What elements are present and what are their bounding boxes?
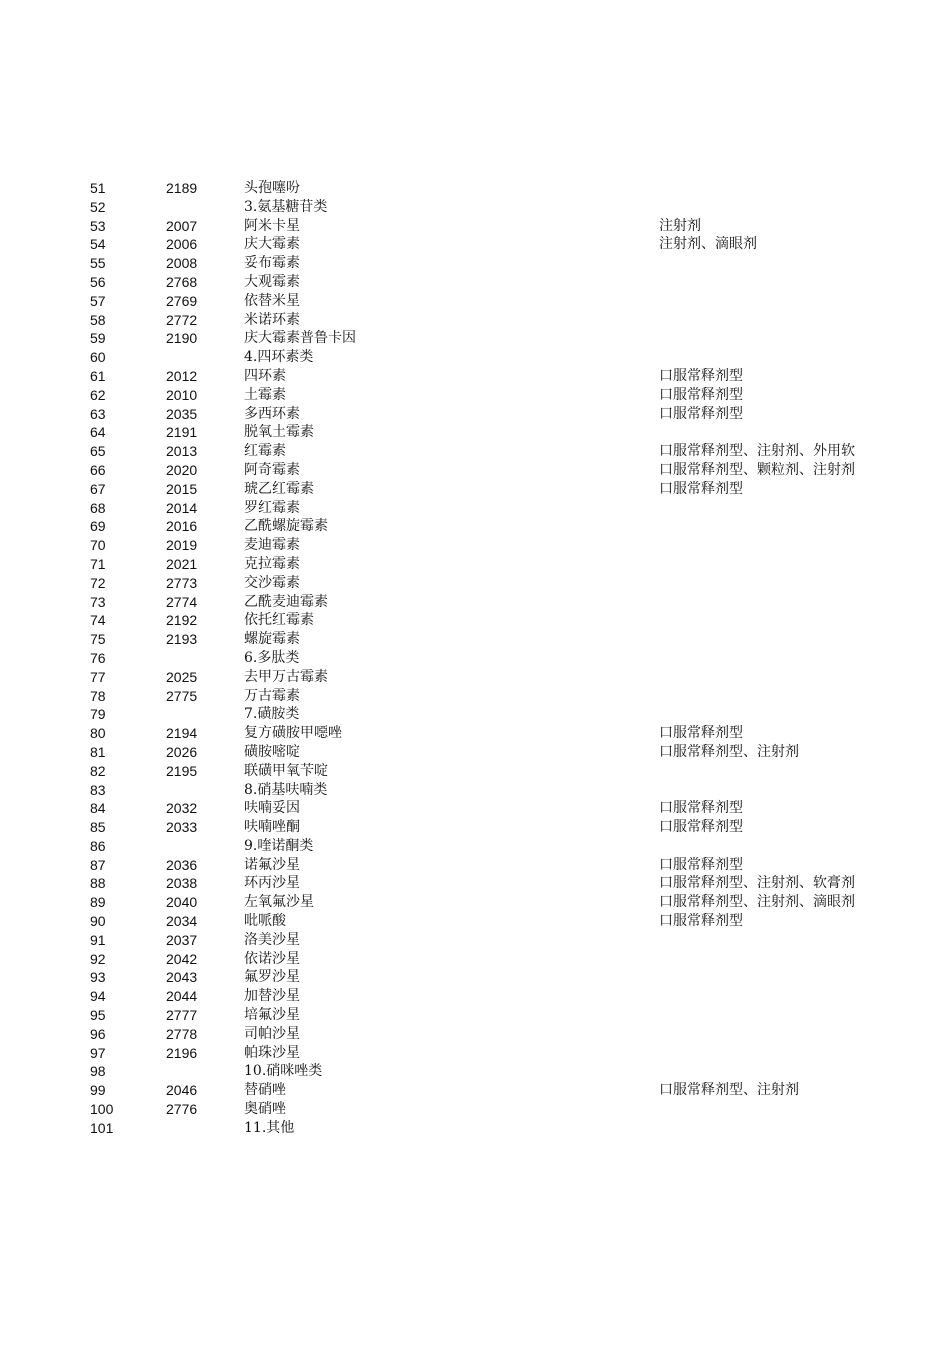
row-number: 70	[90, 537, 106, 554]
dosage-form: 口服常释剂型	[659, 386, 743, 403]
drug-code: 2043	[166, 969, 198, 986]
drug-name: 依托红霉素	[244, 612, 314, 629]
drug-code: 2025	[166, 668, 198, 685]
table-row	[90, 311, 930, 330]
drug-name: 乙酰螺旋霉素	[244, 518, 328, 535]
table-row	[90, 931, 930, 950]
table-row	[90, 480, 930, 499]
table-row	[90, 649, 930, 668]
drug-code: 2040	[166, 894, 198, 911]
table-row	[90, 837, 930, 856]
drug-code: 2019	[166, 537, 198, 554]
drug-code: 2020	[166, 461, 198, 478]
drug-name: 妥布霉素	[244, 255, 300, 272]
drug-name: 四环素	[244, 367, 286, 384]
table-row	[90, 235, 930, 254]
row-number: 74	[90, 612, 106, 629]
row-number: 75	[90, 631, 106, 648]
dosage-form: 口服常释剂型	[659, 913, 743, 930]
drug-name: 庆大霉素普鲁卡因	[244, 330, 356, 347]
row-number: 100	[90, 1101, 114, 1118]
row-number: 80	[90, 725, 106, 742]
drug-name: 麦迪霉素	[244, 537, 300, 554]
table-row	[90, 705, 930, 724]
table-row	[90, 536, 930, 555]
drug-code: 2769	[166, 292, 198, 309]
row-number: 59	[90, 330, 106, 347]
drug-code: 2044	[166, 988, 198, 1005]
row-number: 67	[90, 480, 106, 497]
table-row	[90, 555, 930, 574]
drug-name: 10.硝咪唑类	[244, 1063, 323, 1080]
drug-code: 2192	[166, 612, 198, 629]
table-row	[90, 611, 930, 630]
row-number: 76	[90, 649, 106, 666]
table-row	[90, 517, 930, 536]
drug-code: 2194	[166, 725, 198, 742]
row-number: 78	[90, 687, 106, 704]
drug-name: 交沙霉素	[244, 574, 300, 591]
drug-code: 2033	[166, 819, 198, 836]
drug-name: 诺氟沙星	[244, 856, 300, 873]
table-row	[90, 329, 930, 348]
table-row	[90, 743, 930, 762]
table-row	[90, 574, 930, 593]
table-row	[90, 856, 930, 875]
drug-code: 2032	[166, 800, 198, 817]
table-row	[90, 893, 930, 912]
dosage-form: 注射剂	[659, 217, 701, 234]
row-number: 64	[90, 424, 106, 441]
drug-name: 呋喃唑酮	[244, 819, 300, 836]
dosage-form: 口服常释剂型	[659, 367, 743, 384]
drug-name: 克拉霉素	[244, 555, 300, 572]
row-number: 65	[90, 443, 106, 460]
row-number: 86	[90, 837, 106, 854]
drug-code: 2016	[166, 518, 198, 535]
dosage-form: 口服常释剂型、注射剂	[659, 1082, 799, 1099]
drug-code: 2034	[166, 913, 198, 930]
drug-name: 螺旋霉素	[244, 631, 300, 648]
table-row	[90, 217, 930, 236]
row-number: 99	[90, 1082, 106, 1099]
drug-code: 2774	[166, 593, 198, 610]
drug-list-table	[90, 179, 930, 1138]
table-row	[90, 386, 930, 405]
table-row	[90, 198, 930, 217]
drug-name: 乙酰麦迪霉素	[244, 593, 328, 610]
row-number: 55	[90, 255, 106, 272]
drug-code: 2008	[166, 255, 198, 272]
drug-name: 11.其他	[244, 1119, 295, 1136]
drug-name: 依诺沙星	[244, 950, 300, 967]
drug-code: 2015	[166, 480, 198, 497]
dosage-form: 口服常释剂型	[659, 725, 743, 742]
drug-name: 替硝唑	[244, 1082, 286, 1099]
drug-code: 2035	[166, 405, 198, 422]
row-number: 56	[90, 273, 106, 290]
row-number: 79	[90, 706, 106, 723]
row-number: 51	[90, 180, 106, 196]
drug-name: 土霉素	[244, 386, 286, 403]
drug-code: 2776	[166, 1101, 198, 1118]
drug-code: 2007	[166, 217, 198, 234]
row-number: 94	[90, 988, 106, 1005]
dosage-form: 口服常释剂型	[659, 405, 743, 422]
drug-name: 加替沙星	[244, 988, 300, 1005]
row-number: 85	[90, 819, 106, 836]
drug-code: 2021	[166, 555, 198, 572]
table-row	[90, 442, 930, 461]
table-row	[90, 781, 930, 800]
drug-code: 2038	[166, 875, 198, 892]
row-number: 62	[90, 386, 106, 403]
row-number: 60	[90, 349, 106, 366]
row-number: 69	[90, 518, 106, 535]
drug-code: 2014	[166, 499, 198, 516]
drug-name: 9.喹诺酮类	[244, 837, 314, 854]
table-row	[90, 630, 930, 649]
drug-name: 大观霉素	[244, 273, 300, 290]
table-row	[90, 461, 930, 480]
drug-code: 2775	[166, 687, 198, 704]
row-number: 68	[90, 499, 106, 516]
table-row	[90, 987, 930, 1006]
drug-name: 吡哌酸	[244, 913, 286, 930]
table-row	[90, 593, 930, 612]
drug-name: 复方磺胺甲噁唑	[244, 725, 342, 742]
row-number: 95	[90, 1007, 106, 1024]
drug-code: 2036	[166, 856, 198, 873]
drug-code: 2037	[166, 931, 198, 948]
drug-name: 磺胺嘧啶	[244, 743, 300, 760]
row-number: 58	[90, 311, 106, 328]
drug-name: 左氧氟沙星	[244, 894, 314, 911]
drug-code: 2046	[166, 1082, 198, 1099]
drug-name: 罗红霉素	[244, 499, 300, 516]
row-number: 63	[90, 405, 106, 422]
table-row	[90, 1025, 930, 1044]
row-number: 84	[90, 800, 106, 817]
drug-code: 2042	[166, 950, 198, 967]
row-number: 97	[90, 1044, 106, 1061]
row-number: 57	[90, 292, 106, 309]
drug-name: 8.硝基呋喃类	[244, 781, 328, 798]
drug-name: 阿奇霉素	[244, 461, 300, 478]
table-row	[90, 950, 930, 969]
drug-name: 洛美沙星	[244, 931, 300, 948]
row-number: 53	[90, 217, 106, 234]
table-row	[90, 687, 930, 706]
drug-code: 2013	[166, 443, 198, 460]
row-number: 93	[90, 969, 106, 986]
table-row	[90, 668, 930, 687]
dosage-form: 口服常释剂型	[659, 800, 743, 817]
drug-name: 去甲万古霉素	[244, 668, 328, 685]
row-number: 89	[90, 894, 106, 911]
drug-name: 米诺环素	[244, 311, 300, 328]
table-row	[90, 1006, 930, 1025]
drug-code: 2006	[166, 236, 198, 253]
dosage-form: 口服常释剂型、颗粒剂、注射剂	[659, 461, 855, 478]
row-number: 73	[90, 593, 106, 610]
row-number: 91	[90, 931, 106, 948]
table-row	[90, 818, 930, 837]
drug-code: 2012	[166, 367, 198, 384]
table-row	[90, 799, 930, 818]
drug-name: 头孢噻吩	[244, 180, 300, 196]
drug-name: 6.多肽类	[244, 649, 300, 666]
drug-code: 2189	[166, 180, 198, 196]
drug-name: 7.磺胺类	[244, 706, 300, 723]
drug-name: 脱氧土霉素	[244, 424, 314, 441]
drug-code: 2777	[166, 1007, 198, 1024]
dosage-form: 口服常释剂型、注射剂、滴眼剂	[659, 894, 855, 911]
drug-name: 阿米卡星	[244, 217, 300, 234]
row-number: 101	[90, 1119, 114, 1136]
row-number: 88	[90, 875, 106, 892]
row-number: 92	[90, 950, 106, 967]
row-number: 72	[90, 574, 106, 591]
drug-code: 2768	[166, 273, 198, 290]
drug-code: 2778	[166, 1025, 198, 1042]
drug-name: 3.氨基糖苷类	[244, 198, 328, 215]
row-number: 90	[90, 913, 106, 930]
drug-name: 氟罗沙星	[244, 969, 300, 986]
table-row	[90, 179, 930, 198]
drug-name: 红霉素	[244, 443, 286, 460]
drug-code: 2026	[166, 743, 198, 760]
table-row	[90, 874, 930, 893]
row-number: 54	[90, 236, 106, 253]
dosage-form: 口服常释剂型、注射剂、软膏剂	[659, 875, 855, 892]
drug-name: 琥乙红霉素	[244, 480, 314, 497]
row-number: 52	[90, 198, 106, 215]
row-number: 66	[90, 461, 106, 478]
table-row	[90, 968, 930, 987]
table-row	[90, 367, 930, 386]
dosage-form: 注射剂、滴眼剂	[659, 236, 757, 253]
drug-code: 2195	[166, 762, 198, 779]
drug-code: 2773	[166, 574, 198, 591]
table-row	[90, 1081, 930, 1100]
drug-name: 4.四环素类	[244, 349, 314, 366]
drug-name: 司帕沙星	[244, 1025, 300, 1042]
table-row	[90, 1062, 930, 1081]
table-row	[90, 254, 930, 273]
table-row	[90, 1100, 930, 1119]
drug-code: 2196	[166, 1044, 198, 1061]
row-number: 81	[90, 743, 106, 760]
drug-name: 呋喃妥因	[244, 800, 300, 817]
dosage-form: 口服常释剂型	[659, 480, 743, 497]
row-number: 87	[90, 856, 106, 873]
drug-code: 2191	[166, 424, 198, 441]
dosage-form: 口服常释剂型	[659, 819, 743, 836]
drug-name: 多西环素	[244, 405, 300, 422]
row-number: 96	[90, 1025, 106, 1042]
drug-name: 培氟沙星	[244, 1007, 300, 1024]
table-row	[90, 405, 930, 424]
drug-code: 2190	[166, 330, 198, 347]
drug-name: 万古霉素	[244, 687, 300, 704]
drug-code: 2010	[166, 386, 198, 403]
drug-code: 2193	[166, 631, 198, 648]
table-row	[90, 348, 930, 367]
row-number: 83	[90, 781, 106, 798]
drug-name: 依替米星	[244, 292, 300, 309]
table-row	[90, 273, 930, 292]
drug-name: 奥硝唑	[244, 1101, 286, 1118]
table-row	[90, 912, 930, 931]
table-row	[90, 423, 930, 442]
dosage-form: 口服常释剂型、注射剂	[659, 743, 799, 760]
row-number: 71	[90, 555, 106, 572]
table-row	[90, 762, 930, 781]
drug-name: 联磺甲氧苄啶	[244, 762, 328, 779]
table-row	[90, 724, 930, 743]
table-row	[90, 1044, 930, 1063]
drug-name: 帕珠沙星	[244, 1044, 300, 1061]
table-row	[90, 499, 930, 518]
drug-name: 环丙沙星	[244, 875, 300, 892]
row-number: 98	[90, 1063, 106, 1080]
dosage-form: 口服常释剂型、注射剂、外用软	[659, 443, 855, 460]
row-number: 77	[90, 668, 106, 685]
drug-name: 庆大霉素	[244, 236, 300, 253]
dosage-form: 口服常释剂型	[659, 856, 743, 873]
table-row	[90, 1119, 930, 1138]
table-row	[90, 292, 930, 311]
row-number: 82	[90, 762, 106, 779]
drug-code: 2772	[166, 311, 198, 328]
row-number: 61	[90, 367, 106, 384]
